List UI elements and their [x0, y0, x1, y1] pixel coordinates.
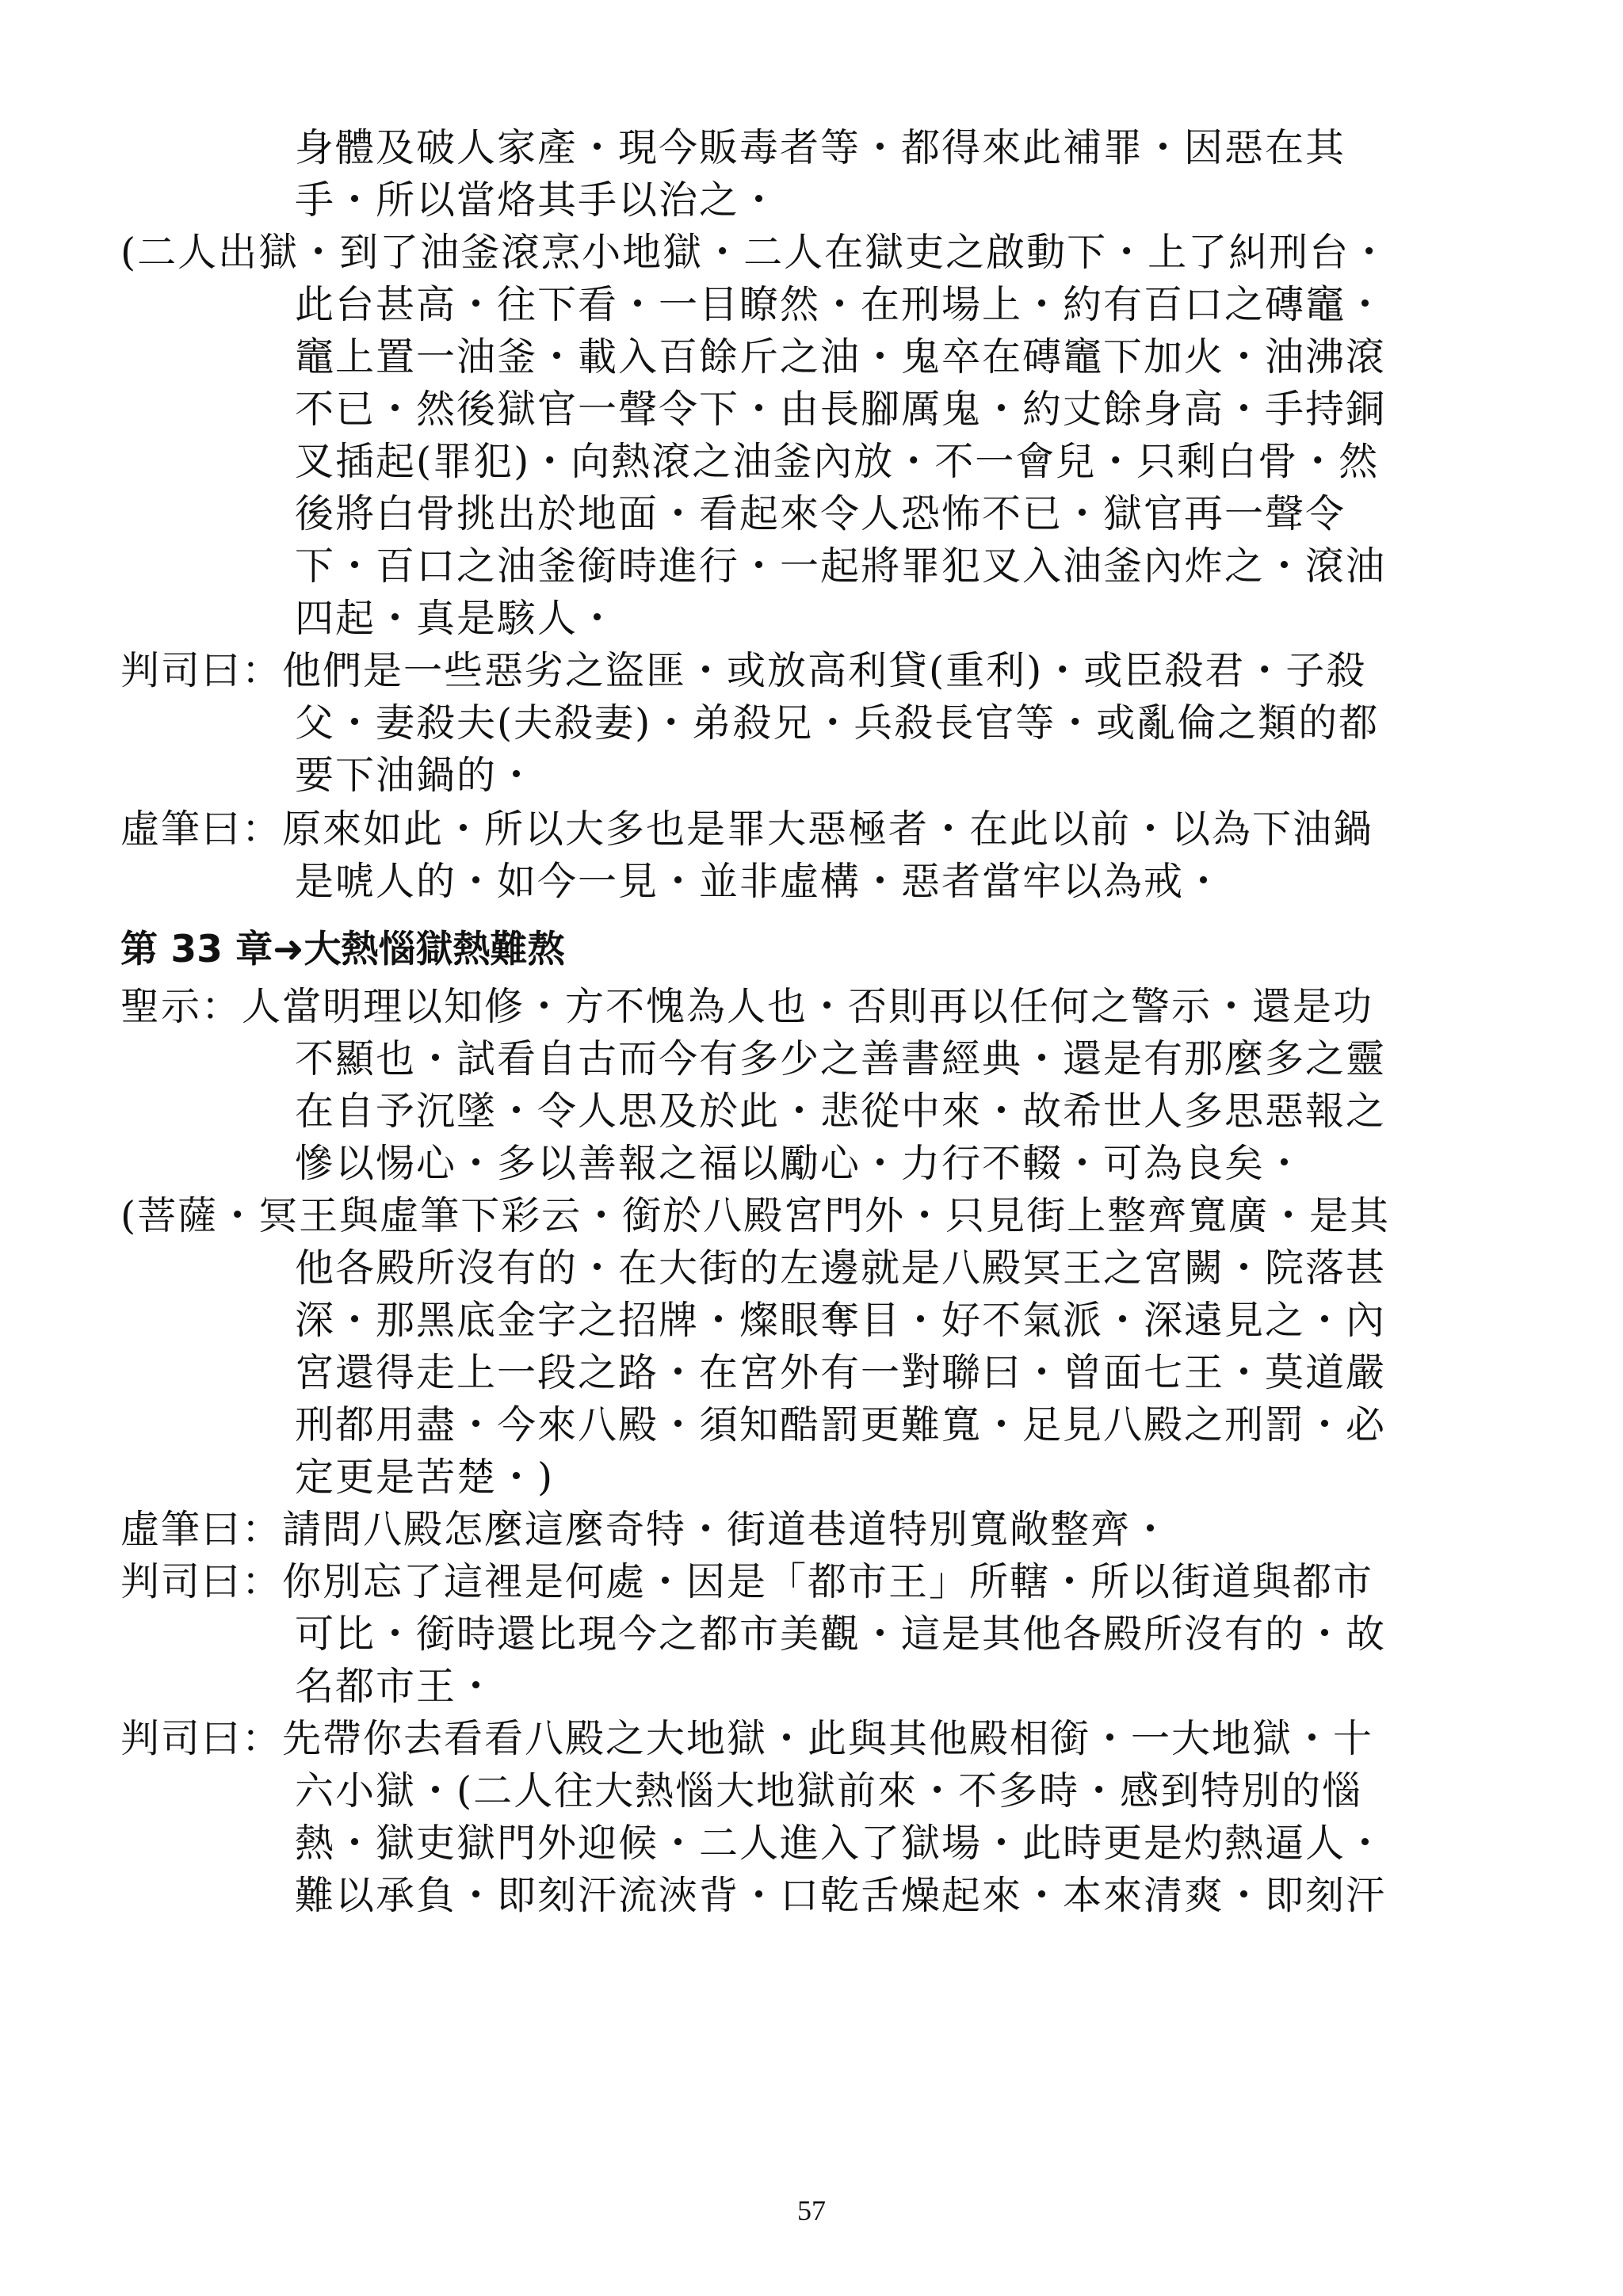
text-line: 宮還得走上一段之路・在宮外有一對聯曰・曾面七王・莫道嚴 [295, 1350, 1387, 1395]
text-line: 叉插起(罪犯)・向熱滾之油釜內放・不一會兒・只剩白骨・然 [295, 439, 1380, 484]
text-line: 不顯也・試看自古而今有多少之善書經典・還是有那麼多之靈 [295, 1036, 1387, 1081]
text-line: 身體及破人家產・現今販毒者等・都得來此補罪・因惡在其 [295, 125, 1346, 170]
text-line: 竈上置一油釜・載入百餘斤之油・鬼卒在磚竈下加火・油沸滾 [295, 334, 1387, 379]
text-line: 不已・然後獄官一聲令下・由長腳厲鬼・約丈餘身高・手持銅 [295, 387, 1387, 432]
text-line: 是唬人的・如今一見・並非虛構・惡者當牢以為戒・ [295, 859, 1225, 904]
text-line: 可比・銜時還比現今之都市美觀・這是其他各殿所沒有的・故 [295, 1611, 1387, 1657]
text-line: 判司曰：先帶你去看看八殿之大地獄・此與其他殿相銜・一大地獄・十 [120, 1716, 1374, 1761]
text-line: 下・百口之油釜銜時進行・一起將罪犯叉入油釜內炸之・滾油 [295, 543, 1387, 589]
text-line: 判司曰：他們是一些惡劣之盜匪・或放高利貸(重利)・或臣殺君・子殺 [120, 648, 1367, 693]
text-line: 虛筆曰：原來如此・所以大多也是罪大惡極者・在此以前・以為下油鍋 [120, 807, 1374, 852]
text-line: 他各殿所沒有的・在大街的左邊就是八殿冥王之宮闕・院落甚 [295, 1245, 1387, 1291]
text-line: (菩薩・冥王與虛筆下彩云・銜於八殿宮門外・只見街上整齊寬廣・是其 [120, 1193, 1391, 1238]
text-line: 深・那黑底金字之招牌・燦眼奪目・好不氣派・深遠見之・內 [295, 1298, 1387, 1343]
text-line: 名都市王・ [295, 1664, 498, 1709]
page-number: 57 [797, 2195, 826, 2226]
text-line: 父・妻殺夫(夫殺妻)・弟殺兄・兵殺長官等・或亂倫之類的都 [295, 700, 1380, 746]
text-line: 慘以惕心・多以善報之福以勵心・力行不輟・可為良矣・ [295, 1141, 1306, 1186]
text-line: (二人出獄・到了油釜滾烹小地獄・二人在獄吏之啟動下・上了糾刑台・ [120, 230, 1391, 275]
text-line: 虛筆曰：請問八殿怎麼這麼奇特・街道巷道特別寬敞整齊・ [120, 1507, 1172, 1552]
text-line: 刑都用盡・今來八殿・須知酷罰更難寬・足見八殿之刑罰・必 [295, 1402, 1387, 1447]
text-line: 在自予沉墜・令人思及於此・悲從中來・故希世人多思惡報之 [295, 1089, 1387, 1134]
text-line: 要下油鍋的・ [295, 753, 538, 798]
text-line: 後將白骨挑出於地面・看起來令人恐怖不已・獄官再一聲令 [295, 491, 1346, 536]
text-line: 熱・獄吏獄門外迎候・二人進入了獄場・此時更是灼熱逼人・ [295, 1821, 1387, 1866]
text-line: 手・所以當烙其手以治之・ [295, 177, 781, 223]
text-line: 四起・真是駭人・ [295, 596, 619, 641]
text-line: 判司曰：你別忘了這裡是何處・因是「都市王」所轄・所以街道與都市 [120, 1559, 1374, 1604]
text-line: 定更是苦楚・) [295, 1455, 555, 1500]
chapter-heading: 第 33 章➜大熱惱獄熱難熬 [120, 928, 565, 971]
text-line: 難以承負・即刻汗流浹背・口乾舌燥起來・本來清爽・即刻汗 [295, 1873, 1387, 1918]
text-line: 六小獄・(二人往大熱惱大地獄前來・不多時・感到特別的惱 [295, 1768, 1363, 1814]
text-line: 此台甚高・往下看・一目瞭然・在刑場上・約有百口之磚竈・ [295, 282, 1387, 327]
text-line: 聖示：人當明理以知修・方不愧為人也・否則再以任何之警示・還是功 [120, 984, 1374, 1029]
